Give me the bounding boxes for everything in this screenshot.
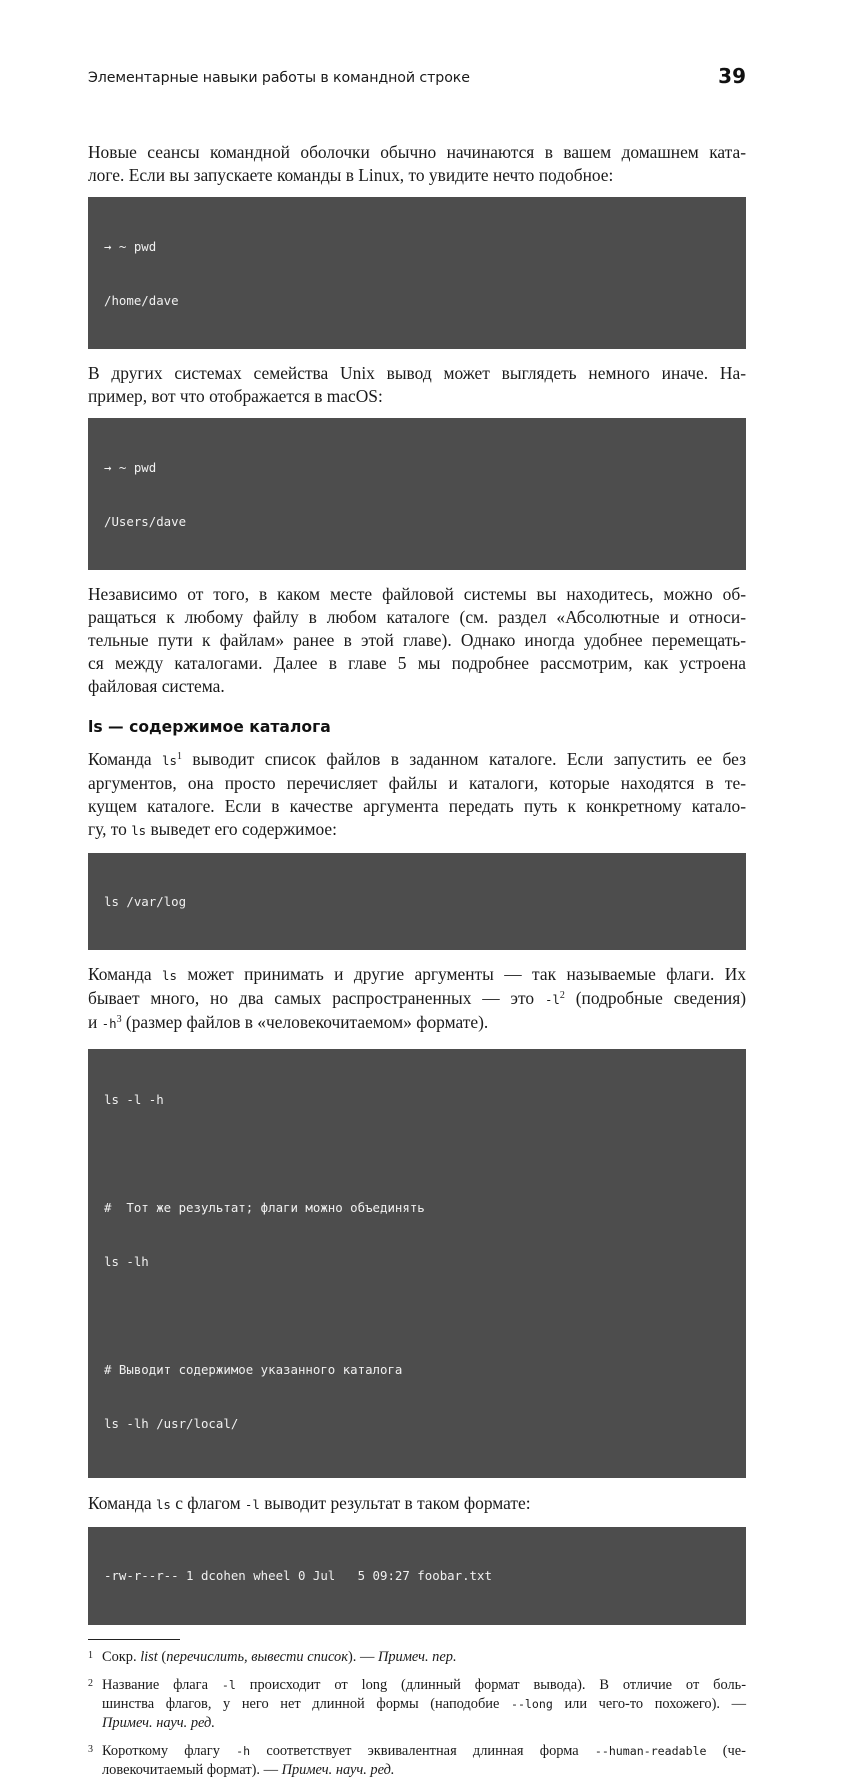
text-run: выведет его содержимое: — [146, 819, 337, 839]
italic-run: Примеч. науч. ред. — [281, 1762, 395, 1778]
inline-code: --human-readable — [594, 1744, 707, 1758]
text-run: ( — [157, 1649, 167, 1665]
paragraph-ls-intro — [88, 748, 746, 842]
paragraph-ls-l-format — [88, 1492, 746, 1516]
footnote-ref: 3 — [116, 1014, 122, 1025]
text-run: (размер файлов в «человекочитаемом» формате). — [121, 1012, 489, 1032]
text-line: логе. Если вы запускаете команды в Linux, то увидите нечто подобное: — [88, 165, 614, 185]
code-block-ls-flags — [88, 1049, 746, 1478]
page-number: 39 — [718, 64, 746, 88]
paragraph-intro — [88, 141, 746, 187]
text-line — [88, 987, 746, 1011]
text-line: В других системах семейства Unix вывод может выглядеть немного иначе. На- — [88, 363, 746, 383]
text-run: выводит список файлов в заданном каталоге. Если запустить ее без — [181, 749, 746, 769]
text-run: шинства флагов, у него нет длинной формы (наподобие — [102, 1696, 511, 1712]
section-heading: ls — содержимое каталога — [88, 718, 331, 736]
inline-code: -l — [221, 1678, 236, 1692]
text-line — [88, 1492, 746, 1516]
text-run: Короткому флагу — [102, 1743, 237, 1759]
code-line: # Тот же результат; флаги можно объединять — [104, 1200, 425, 1215]
footnote-number: 2 — [88, 1678, 93, 1689]
code-line — [104, 1145, 730, 1163]
text-run: Команда — [88, 1493, 156, 1513]
footnote-text — [102, 1742, 746, 1780]
footnote-1 — [88, 1648, 746, 1667]
text-run: Название флага — [102, 1677, 222, 1693]
text-run: Команда — [88, 749, 163, 769]
text-line — [102, 1695, 746, 1714]
text-line: кущем каталоге. Если в качестве аргумента передать путь к конкретному катало- — [88, 796, 746, 816]
inline-code: --long — [510, 1697, 553, 1711]
footnote-text — [102, 1648, 746, 1667]
inline-code: -h — [101, 1016, 117, 1031]
text-run: ). — — [347, 1649, 378, 1665]
text-run: ловекочитаемый формат). — — [102, 1762, 282, 1778]
code-line: /home/dave — [104, 293, 179, 308]
text-line: ращаться к любому файлу в любом каталоге (см. раздел «Абсолютные и относи- — [88, 607, 746, 627]
inline-code: ls — [162, 968, 177, 983]
code-block-linux-pwd — [88, 197, 746, 349]
footnote-3 — [88, 1742, 746, 1780]
code-block-ls-output — [88, 1527, 746, 1625]
text-line: аргументов, она просто перечисляет файлы и каталоги, которые находятся в те- — [88, 773, 746, 793]
main-content — [88, 141, 746, 1780]
text-line: файловая система. — [88, 676, 225, 696]
italic-run: list — [140, 1649, 158, 1665]
footnote-ref: 1 — [176, 751, 182, 762]
text-run: бывает много, но два самых распространенных — это — [88, 988, 545, 1008]
text-run: (подробные сведения) — [564, 988, 746, 1008]
text-line: Новые сеансы командной оболочки обычно начинаются в вашем домашнем ката- — [88, 142, 746, 162]
text-run: гу, то — [88, 819, 132, 839]
text-line — [102, 1714, 746, 1733]
code-block-ls-var-log — [88, 853, 746, 950]
footnote-text — [102, 1676, 746, 1733]
code-line: # Выводит содержимое указанного каталога — [104, 1362, 403, 1377]
text-line: пример, вот что отображается в macOS: — [88, 386, 383, 406]
inline-code: ls — [155, 1497, 171, 1512]
text-line — [88, 818, 746, 842]
inline-code: ls — [162, 753, 177, 768]
text-run: происходит от long (длинный формат вывода). В отличие от боль- — [235, 1677, 746, 1693]
code-line — [104, 1307, 730, 1325]
footnote-separator — [88, 1639, 180, 1640]
text-line — [102, 1676, 746, 1695]
text-line: ся между каталогами. Далее в главе 5 мы подробнее рассмотрим, как устроена — [88, 653, 746, 673]
text-line — [88, 748, 746, 772]
code-line: ls -lh /usr/local/ — [104, 1416, 239, 1431]
footnote-2 — [88, 1676, 746, 1733]
text-run: или чего-то похожего). — — [552, 1696, 747, 1712]
inline-code: -h — [236, 1744, 251, 1758]
text-run: Команда — [88, 964, 162, 984]
italic-run: перечислить, вывести список — [166, 1649, 348, 1665]
code-block-macos-pwd — [88, 418, 746, 570]
text-line — [88, 963, 746, 987]
footnote-number: 1 — [88, 1650, 93, 1661]
code-line: → ~ pwd — [104, 239, 157, 254]
paragraph-filesystem — [88, 583, 746, 698]
inline-code: -l — [244, 1497, 260, 1512]
text-line — [88, 1011, 746, 1035]
text-line — [102, 1648, 746, 1667]
code-line: /Users/dave — [104, 514, 187, 529]
text-line: тельные пути к файлам» ранее в этой главе). Однако иногда удобнее перемещать- — [88, 630, 746, 650]
text-line: Независимо от того, в каком месте файловой системы вы находитесь, можно об- — [88, 584, 746, 604]
text-run: и — [88, 1012, 102, 1032]
text-run: соответствует эквивалентная длинная форма — [250, 1743, 595, 1759]
footnote-ref: 2 — [559, 990, 565, 1001]
paragraph-ls-flags — [88, 963, 746, 1035]
code-line: → ~ pwd — [104, 460, 157, 475]
text-run: Сокр. — [102, 1649, 141, 1665]
code-line: ls /var/log — [104, 894, 187, 909]
italic-run: Примеч. пер. — [377, 1649, 457, 1665]
paragraph-unix — [88, 362, 746, 408]
code-line: ls -l -h — [104, 1092, 164, 1107]
inline-code: -l — [544, 992, 560, 1007]
footnote-number: 3 — [88, 1744, 93, 1755]
italic-run: Примеч. науч. ред. — [102, 1715, 215, 1731]
text-run: может принимать и другие аргументы — так называемые флаги. Их — [176, 964, 746, 984]
text-line — [102, 1742, 746, 1761]
text-run: выводит результат в таком формате: — [259, 1493, 531, 1513]
text-run: (че- — [706, 1743, 746, 1759]
text-run: с флагом — [170, 1493, 245, 1513]
running-title: Элементарные навыки работы в командной строке — [88, 70, 470, 86]
code-line: -rw-r--r-- 1 dcohen wheel 0 Jul 5 09:27 foobar.txt — [104, 1568, 492, 1583]
code-line: ls -lh — [104, 1254, 149, 1269]
text-line — [102, 1761, 746, 1780]
inline-code: ls — [131, 823, 147, 838]
